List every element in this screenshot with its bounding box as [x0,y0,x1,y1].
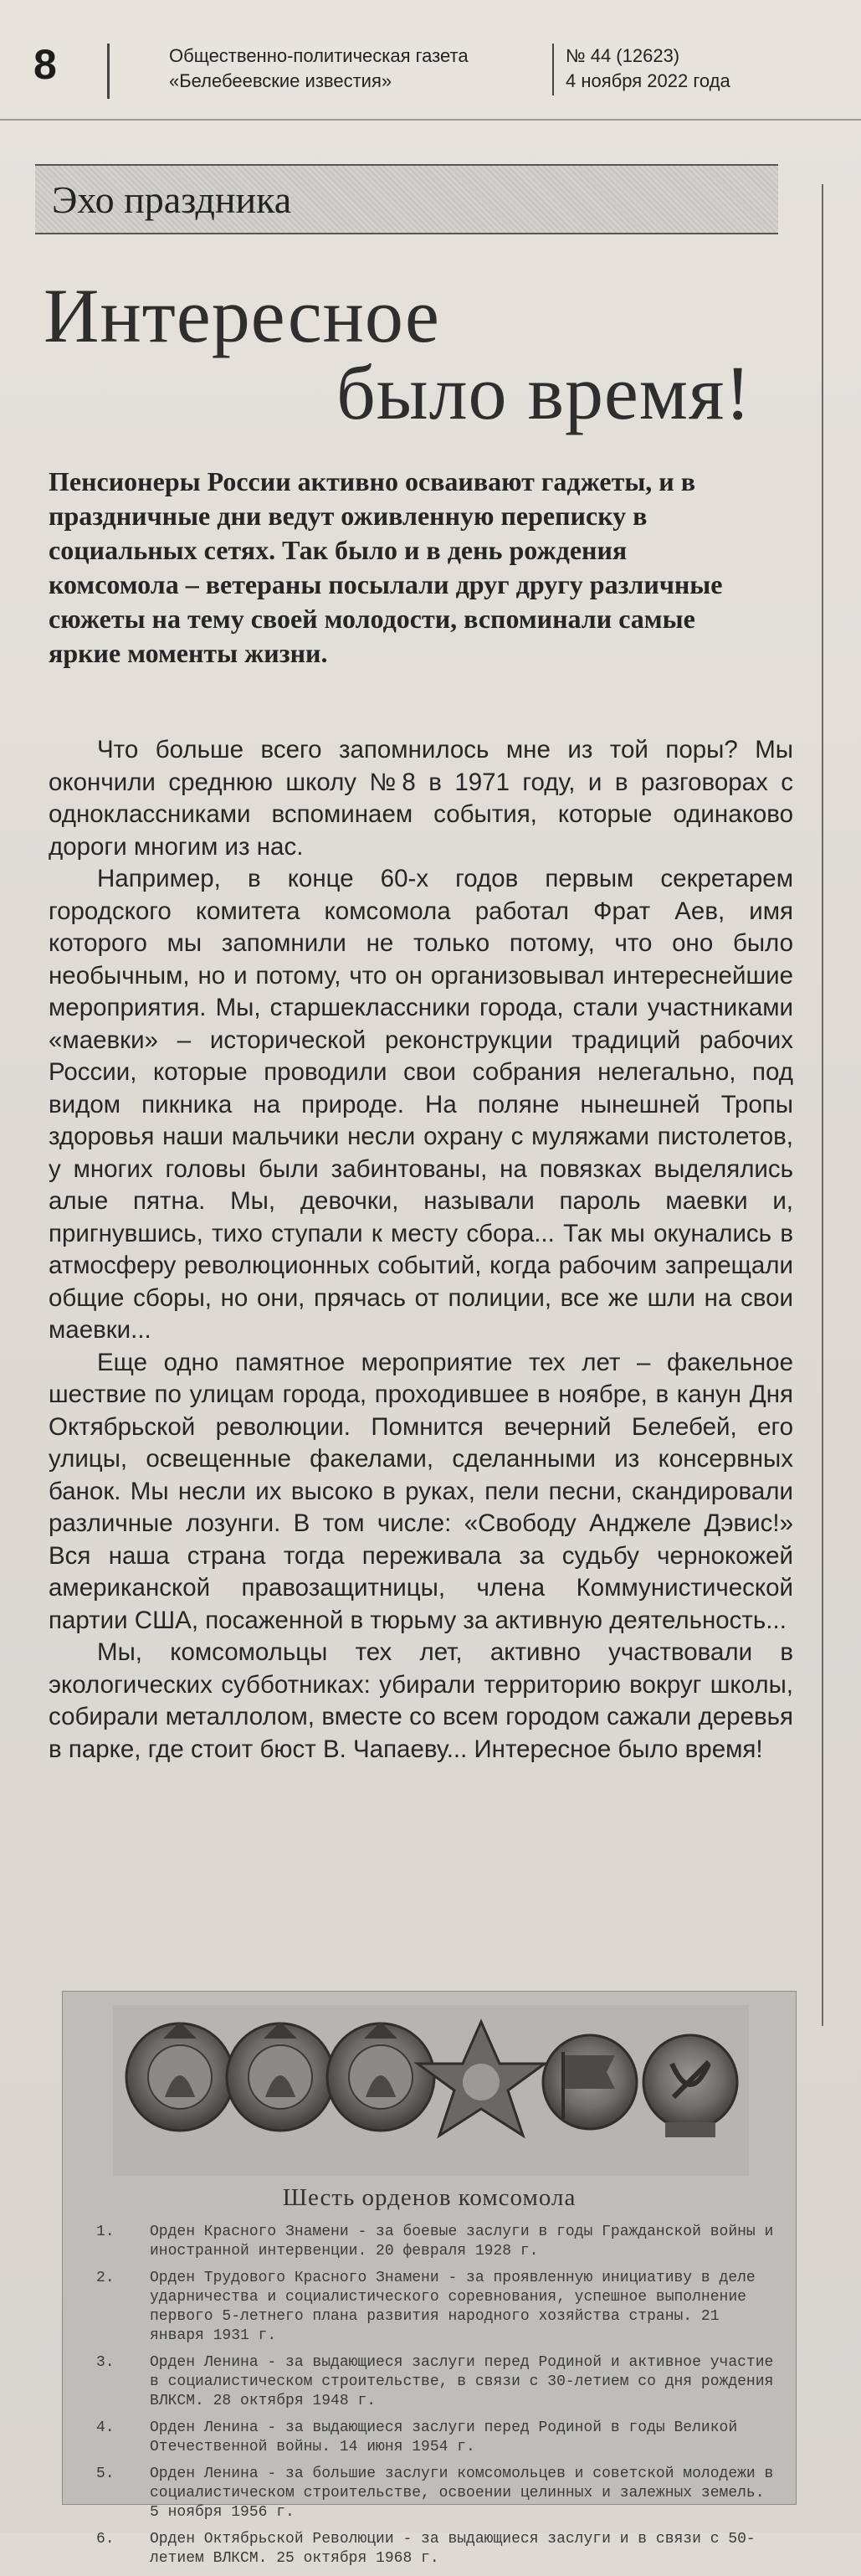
body-paragraph-4: Мы, комсомольцы тех лет, активно участвовали в экологических субботниках: убирали территорию вокруг школы, собирали металлолом, вместе со всем городом сажали деревья в парке, где стоит бюст В. Чапаеву... Интересное было время! [49,1638,793,1763]
orders-list [96,2223,782,2576]
list-item: 6. Орден Октябрьской Революции - за выдающиеся заслуги и в связи с 50-летием ВЛКСМ. 25 октября 1968 г. [96,2531,756,2567]
issue-info [566,44,730,94]
lead-paragraph: Пенсионеры России активно осваивают гаджеты, и в праздничные дни ведут оживленную переписку в социальных сетях. Так было и в день рождения комсомола – ветераны посылали друг другу различные сюжеты на тему своей молодости, вспоминали самые яркие моменты жизни. [49,466,723,668]
list-item: 3. Орден Ленина - за выдающиеся заслуги перед Родиной и активное участие в социалистическом строительстве, в связи с 30-летием со дня рождения ВЛКСМ. 28 октября 1948 г. [96,2354,774,2409]
masthead-divider [107,44,110,99]
red-banner-order-icon [543,2035,637,2129]
list-item: 5. Орден Ленина - за большие заслуги комсомольцев и советской молодежи в социалистическом строительстве, освоении целинных и залежных земель. 5 ноября 1956 г. [96,2465,774,2521]
body-paragraph-3: Еще одно памятное мероприятие тех лет – факельное шествие по улицам города, проходившее в ноябре, в канун Дня Октябрьской революции. Помнится вечерний Белебей, его улицы, освещенные факелами, сделанными из консервных банок. Мы несли их высоко в руках, пели песни, скандировали различные лозунги. В том числе: «Свободу Анджеле Дэвис!» Вся наша страна тогда переживала за судьбу чернокожей американской правозащитницы, члена Коммунистической партии США, посаженной в тюрьму за активную деятельность... [49,1348,793,1634]
section-label: Эхо праздника [52,178,292,221]
headline-line-2: было время! [336,350,751,435]
list-item: 1. Орден Красного Знамени - за боевые заслуги в годы Гражданской войны и иностранной интервенции. 20 февраля 1928 г. [96,2224,774,2260]
issue-divider [552,44,554,95]
list-item: 4. Орден Ленина - за выдающиеся заслуги перед Родиной в годы Великой Отечественной войны. 14 июня 1954 г. [96,2419,738,2455]
lenin-order-3-icon [327,2022,434,2131]
article-lead [49,465,760,671]
photo-caption: Шесть орденов комсомола [282,2184,577,2211]
lenin-order-2-icon [227,2022,334,2131]
body-paragraph-1: Что больше всего запомнилось мне из той поры? Мы окончили среднюю школу №8 в 1971 году, и в разговорах с одноклассниками вспоминаем события, которые одинаково дороги многим из нас. [49,736,793,861]
header-rule [0,119,861,121]
newspaper-type: Общественно-политическая газета [169,45,469,66]
column-rule [822,184,823,2026]
section-heading-bar [35,164,778,234]
list-item: 2. Орден Трудового Красного Знамени - за проявленную инициативу в деле ударничества и социалистического соревнования, успешное выполнение первого 5-летнего плана развития народного хозяйства страны. 21 января 1931 г. [96,2270,756,2344]
body-paragraph-2: Например, в конце 60-х годов первым секретарем городского комитета комсомола работал Фрат Аев, имя которого мы запомнили не только потому, что оно было необычным, но и потому, что он организовывал интереснейшие мероприятия. Мы, старшеклассники города, стали участниками «маевки» – исторической реконструкции традиций рабочих России, которые проводили свои собрания нелегально, под видом пикника на природе. На поляне нынешней Тропы здоровья наши мальчики несли охрану с муляжами пистолетов, у многих головы были забинтованы, на повязках выделялись алые пятна. Мы, девочки, называли пароль маевки и, пригнувшись, тихо ступали к месту сбора... Так мы окунались в атмосферу революционных событий, когда рабочим запрещали общие сборы, но они, прячась от полиции, все же шли на свои маевки... [49,865,793,1344]
headline-line-1: Интересное [44,273,440,358]
issue-date: 4 ноября 2022 года [566,70,730,91]
lenin-order-1-icon [126,2022,233,2131]
newspaper-title: «Белебеевские известия» [169,70,392,91]
newspaper-name-block [169,44,469,94]
page-number: 8 [33,41,57,88]
issue-number: № 44 (12623) [566,45,680,66]
komsomol-orders-photo [62,1991,797,2567]
komsomol-medals-image [113,2005,749,2176]
article-body [49,734,793,1766]
